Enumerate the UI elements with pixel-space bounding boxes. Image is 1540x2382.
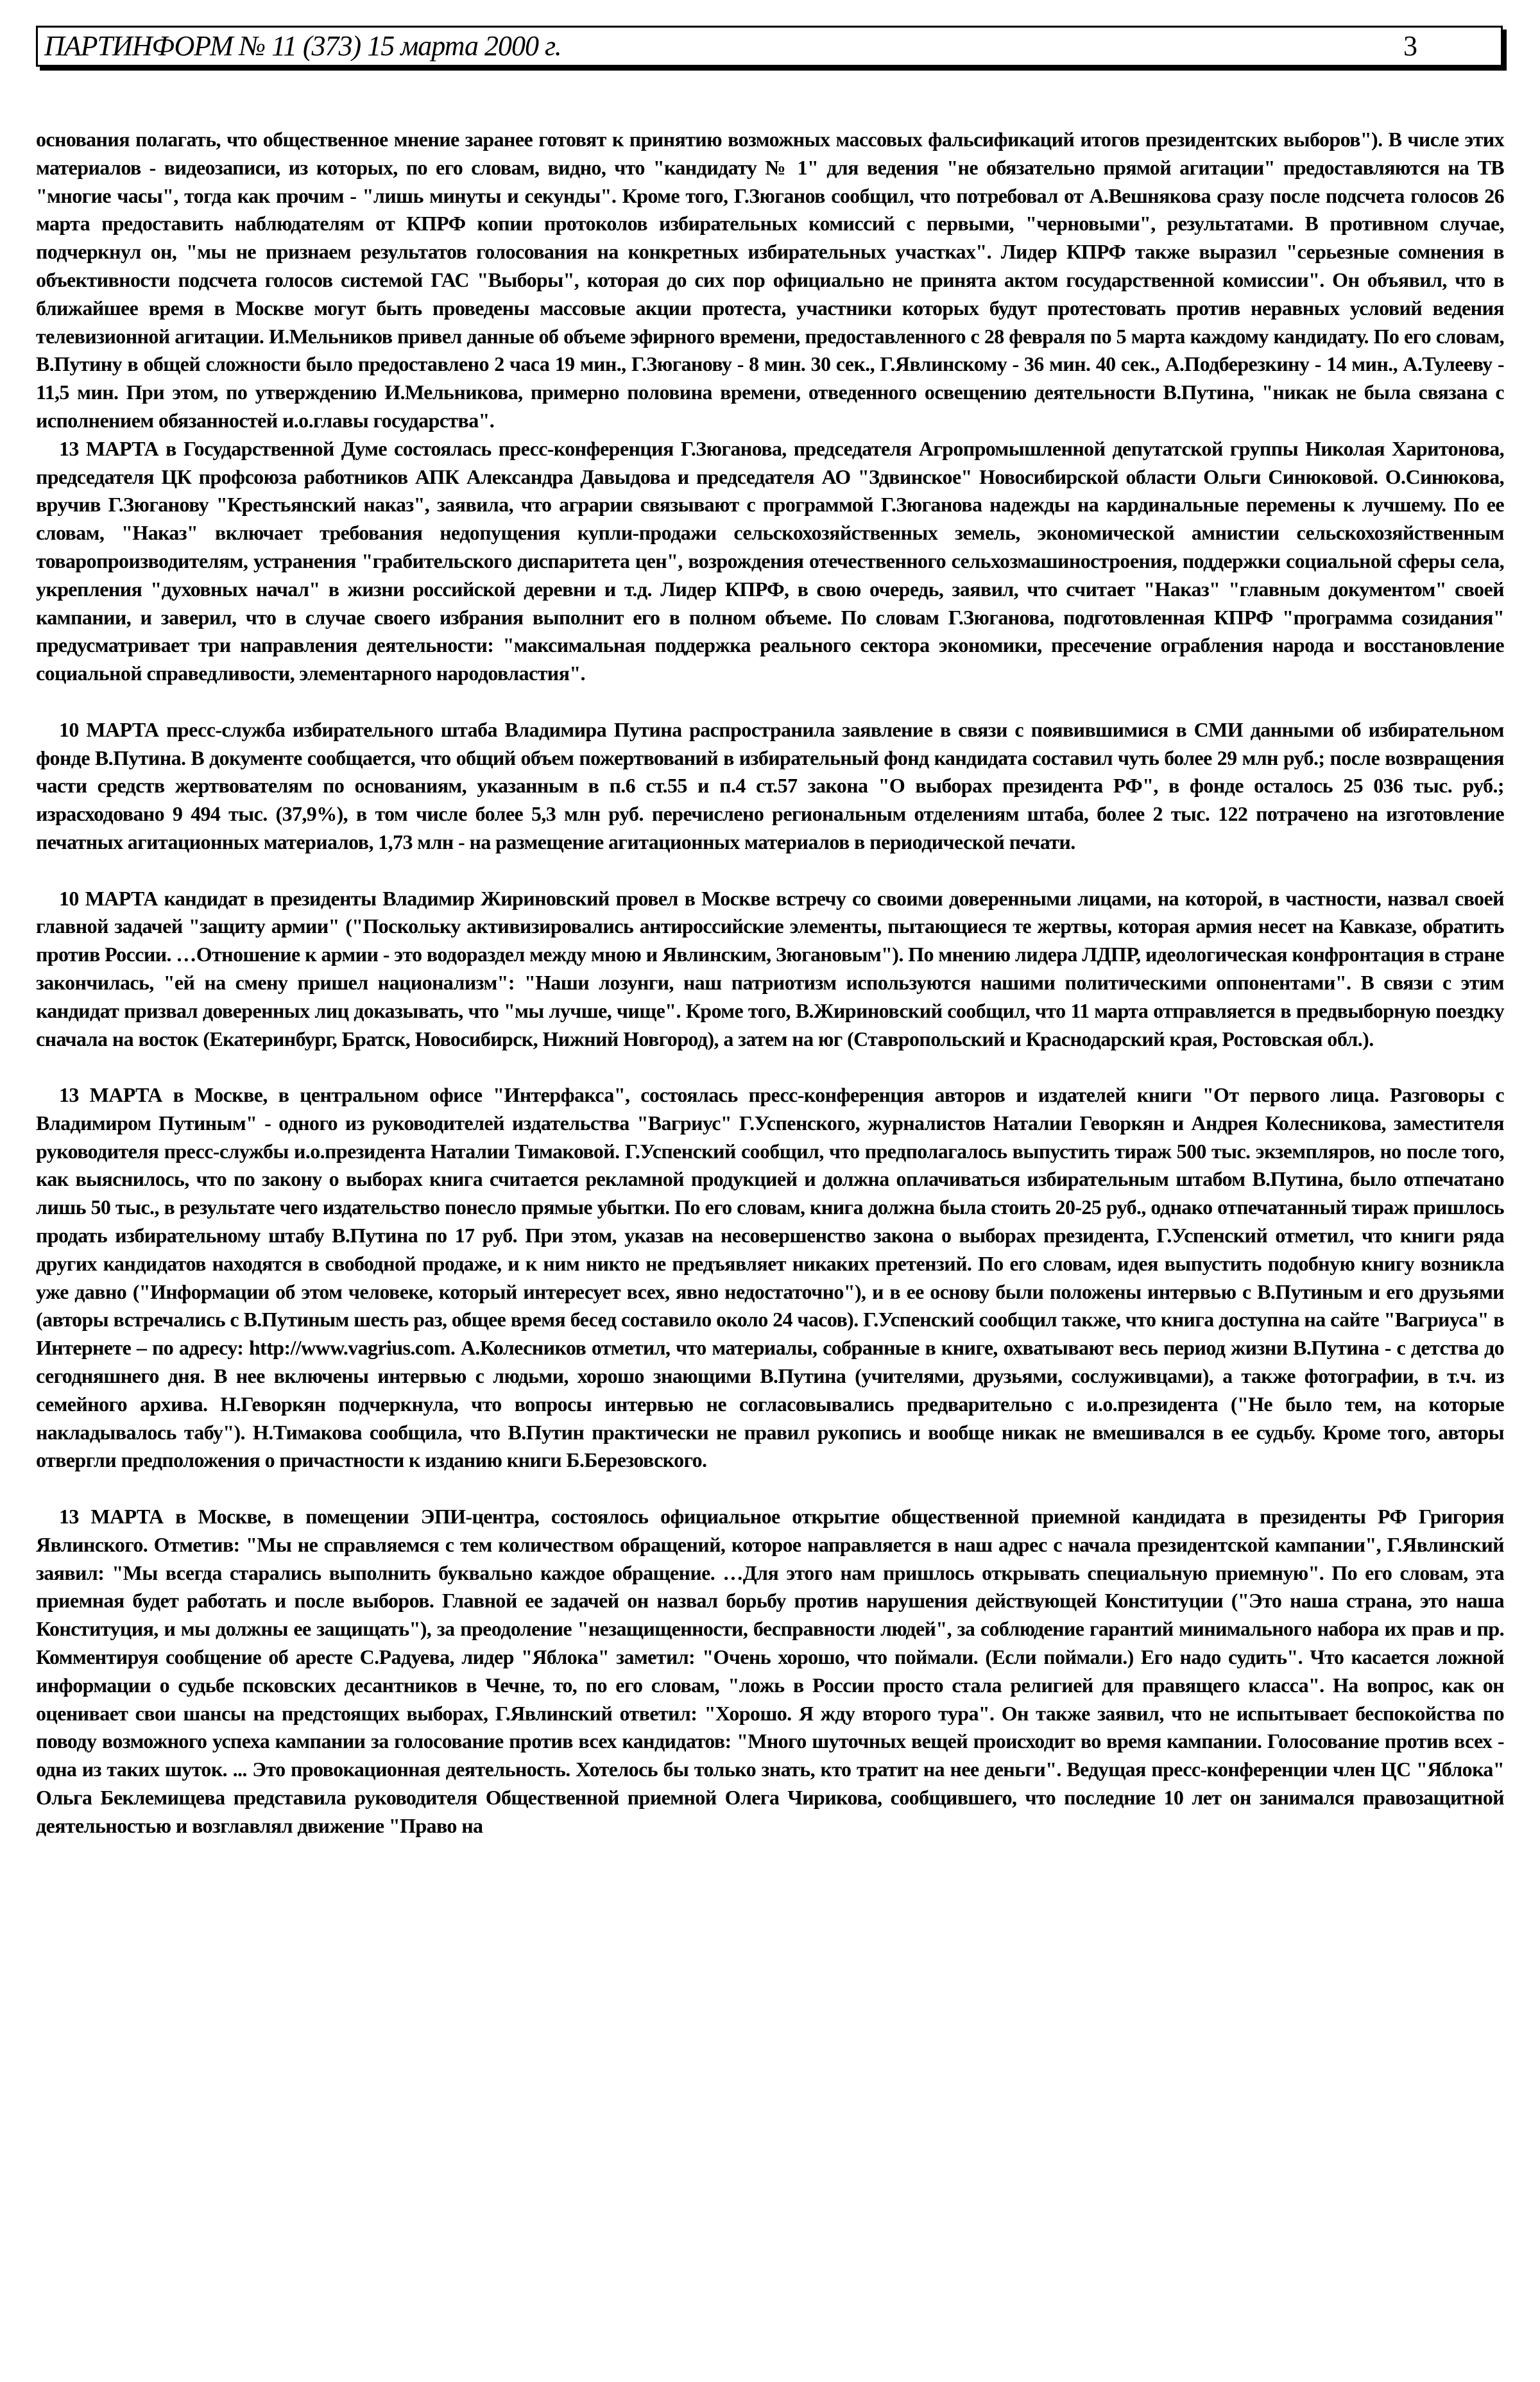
- paragraph-zhirinovsky: 10 МАРТА кандидат в президенты Владимир Жириновский провел в Москве встречу со своими доверенными лицами, на которой, в частности, назвал своей главной задачей "защиту армии" ("Поскольку активизировались антироссийские элементы, пытающиеся те жертвы, которая армия несет на Кавказе, обратить против России. …Отношение к армии - это водораздел между мною и Явлинским, Зюгановым"). По мнению лидера ЛДПР, идеологическая конфронтация в стране закончилась, "ей на смену пришел национализм": "Наши лозунги, наш патриотизм используются нашими политическими оппонентами". В связи с этим кандидат призвал доверенных лиц доказывать, что "мы лучше, чище". Кроме того, В.Жириновский сообщил, что 11 марта отправляется в предвыборную поездку сначала на восток (Екатеринбург, Братск, Новосибирск, Нижний Новгород), а затем на юг (Ставропольский и Краснодарский края, Ростовская обл.).: [36, 886, 1504, 1050]
- paragraph-yavlinsky: 13 МАРТА в Москве, в помещении ЭПИ-центра, состоялось официальное открытие общественной приемной кандидата в президенты РФ Григория Явлинского. Отметив: "Мы не справляемся с тем количеством обращений, которое направляется в наш адрес с начала президентской кампании", Г.Явлинский заявил: "Мы всегда старались выполнить буквально каждое обращение. …Для этого нам пришлось открывать специальную приемную". По его словам, эта приемная будет работать и после выборов. Главной ее задачей он назвал борьбу против нарушения действующей Конституции ("Это наша страна, это наша Конституция, и мы должны ее защищать"), за преодоление "незащищенности, бесправности людей", за соблюдение гарантий минимального набора их прав и пр. Комментируя сообщение об аресте С.Радуева, лидер "Яблока" заметил: "Очень хорошо, что поймали. (Если поймали.) Его надо судить". Что касается ложной информации о судьбе псковских десантников в Чечне, то, по его словам, "ложь в России просто стала религией для правящего класса". На вопрос, как он оценивает свои шансы на предстоящих выборах, Г.Явлинский ответил: "Хорошо. Я жду второго тура". Он также заявил, что не испытывает беспокойства по поводу возможного успеха кампании за голосование против всех кандидатов: "Много шуточных вещей происходит во время кампании. Голосование против всех - одна из таких шуток. ... Это провокационная деятельность. Хотелось бы только знать, кто тратит на нее деньги". Ведущая пресс-конференции член ЦС "Яблока" Ольга Беклемищева представила руководителя Общественной приемной Олега Чирикова, сообщившего, что последние 10 лет он занимался правозащитной деятельностью и возглавлял движение "Право на: [36, 1505, 1504, 1837]
- page-number: 3: [1403, 30, 1417, 62]
- paragraph-zyuganov-press-conference: 13 МАРТА в Государственной Думе состоялась пресс-конференция Г.Зюганова, председателя Агропромышленной депутатской группы Николая Харитонова, председателя ЦК профсоюза работников АПК Александра Давыдова и председателя АО "Здвинское" Новосибирской области Ольги Синюковой. О.Синюкова, вручив Г.Зюганову "Крестьянский наказ", заявила, что аграрии связывают с программой Г.Зюганова надежды на кардинальные перемены к лучшему. По ее словам, "Наказ" включает требования недопущения купли-продажи сельскохозяйственных земель, экономической амнистии сельскохозяйственным товаропроизводителям, устранения "грабительского диспаритета цен", возрождения отечественного сельхозмашиностроения, поддержки социальной сферы села, укрепления "духовных начал" в жизни российской деревни и т.д. Лидер КПРФ, в свою очередь, заявил, что считает "Наказ" "главным документом" своей кампании, и заверил, что в случае своего избрания выполнит его в полном объеме. По словам Г.Зюганова, подготовленная КПРФ "программа созидания" предусматривает три направления деятельности: "максимальная поддержка реального сектора экономики, пресечение ограбления народа и восстановление социальной справедливости, элементарного народовластия".: [36, 436, 1504, 685]
- paragraph-continuation: основания полагать, что общественное мнение заранее готовят к принятию возможных массовых фальсификаций итогов президентских выборов"). В числе этих материалов - видеозаписи, из которых, по его словам, видно, что "кандидату № 1" для ведения "не обязательно прямой агитации" предоставляются на ТВ "многие часы", тогда как прочим - "лишь минуты и секунды". Кроме того, Г.Зюганов сообщил, что потребовал от А.Вешнякова сразу после подсчета голосов 26 марта предоставить наблюдателям от КПРФ копии протоколов избирательных комиссий с первыми, "черновыми", результатами. В противном случае, подчеркнул он, "мы не признаем результатов голосования на конкретных избирательных участках". Лидер КПРФ также выразил "серьезные сомнения в объективности подсчета голосов системой ГАС "Выборы", которая до сих пор официально не принята актом государственной комиссии". Он объявил, что в ближайшее время в Москве могут быть проведены массовые акции протеста, участники которых будут протестовать против неравных условий ведения телевизионной агитации. И.Мельников привел данные об объеме эфирного времени, предоставленного с 28 февраля по 5 марта каждому кандидату. По его словам, В.Путину в общей сложности было предоставлено 2 часа 19 мин., Г.Зюганову - 8 мин. 30 сек., Г.Явлинскому - 36 мин. 40 сек., А.Подберезкину - 14 мин., А.Тулееву - 11,5 мин. При этом, по утверждению И.Мельникова, примерно половина времени, отведенного освещению деятельности В.Путина, "никак не была связана с исполнением обязанностей и.о.главы государства".: [36, 128, 1504, 432]
- paragraph-putin-book: 13 МАРТА в Москве, в центральном офисе "Интерфакса", состоялась пресс-конференция авторов и издателей книги "От первого лица. Разговоры с Владимиром Путиным" - одного из руководителей издательства "Вагриус" Г.Успенского, журналистов Наталии Геворкян и Андрея Колесникова, заместителя руководителя пресс-службы и.о.президента Наталии Тимаковой. Г.Успенский сообщил, что предполагалось выпустить тираж 500 тыс. экземпляров, но после того, как выяснилось, что по закону о выборах книга считается рекламной продукцией и должна оплачиваться избирательным штабом В.Путина, было отпечатано лишь 50 тыс., в результате чего издательство понесло прямые убытки. По его словам, книга должна была стоить 20-25 руб., однако отпечатанный тираж пришлось продать избирательному штабу В.Путина по 17 руб. При этом, указав на несовершенство закона о выборах президента, Г.Успенский отметил, что книги ряда других кандидатов находятся в свободной продаже, и к ним никто не предъявляет никаких претензий. По его словам, идея выпустить подобную книгу возникла уже давно ("Информации об этом человеке, который интересует всех, явно недостаточно"), и в ее основу были положены интервью с В.Путиным и его друзьями (авторы встречались с В.Путиным шесть раз, общее время бесед составило около 24 часов). Г.Успенский сообщил также, что книга доступна на сайте "Вагриуса" в Интернете – по адресу: http://www.vagrius.com. А.Колесников отметил, что материалы, собранные в книге, охватывают весь период жизни В.Путина - с детства до сегодняшнего дня. В нее включены интервью с людьми, хорошо знающими В.Путина (учителями, друзьями, сослуживцами), а также фотографии, в т.ч. из семейного архива. Н.Геворкян подчеркнула, что вопросы интервью не согласовывались предварительно с и.о.президента ("Не было тем, на которые накладывалось табу"). Н.Тимакова сообщила, что В.Путин практически не правил рукопись и вообще никак не вмешивался в ее судьбу. Кроме того, авторы отвергли предположения о причастности к изданию книги Б.Березовского.: [36, 1083, 1504, 1472]
- paragraph-putin-fund: 10 МАРТА пресс-служба избирательного штаба Владимира Путина распространила заявление в связи с появившимися в СМИ данными об избирательном фонде В.Путина. В документе сообщается, что общий объем пожертвований в избирательный фонд кандидата составил чуть более 29 млн руб.; после возвращения части средств жертвователям по основаниям, указанным в п.6 ст.55 и п.4 ст.57 закона "О выборах президента РФ", в фонде осталось 25 036 тыс. руб.; израсходовано 9 494 тыс. (37,9%), в том числе более 5,3 млн руб. перечислено региональным отделениям штаба, более 2 тыс. 122 потрачено на изготовление печатных агитационных материалов, 1,73 млн - на размещение агитационных материалов в периодической печати.: [36, 717, 1504, 853]
- publication-title: ПАРТИНФОРМ № 11 (373) 15 марта 2000 г.: [44, 30, 561, 62]
- article-body: [36, 126, 1504, 1840]
- page-header: [36, 26, 1503, 67]
